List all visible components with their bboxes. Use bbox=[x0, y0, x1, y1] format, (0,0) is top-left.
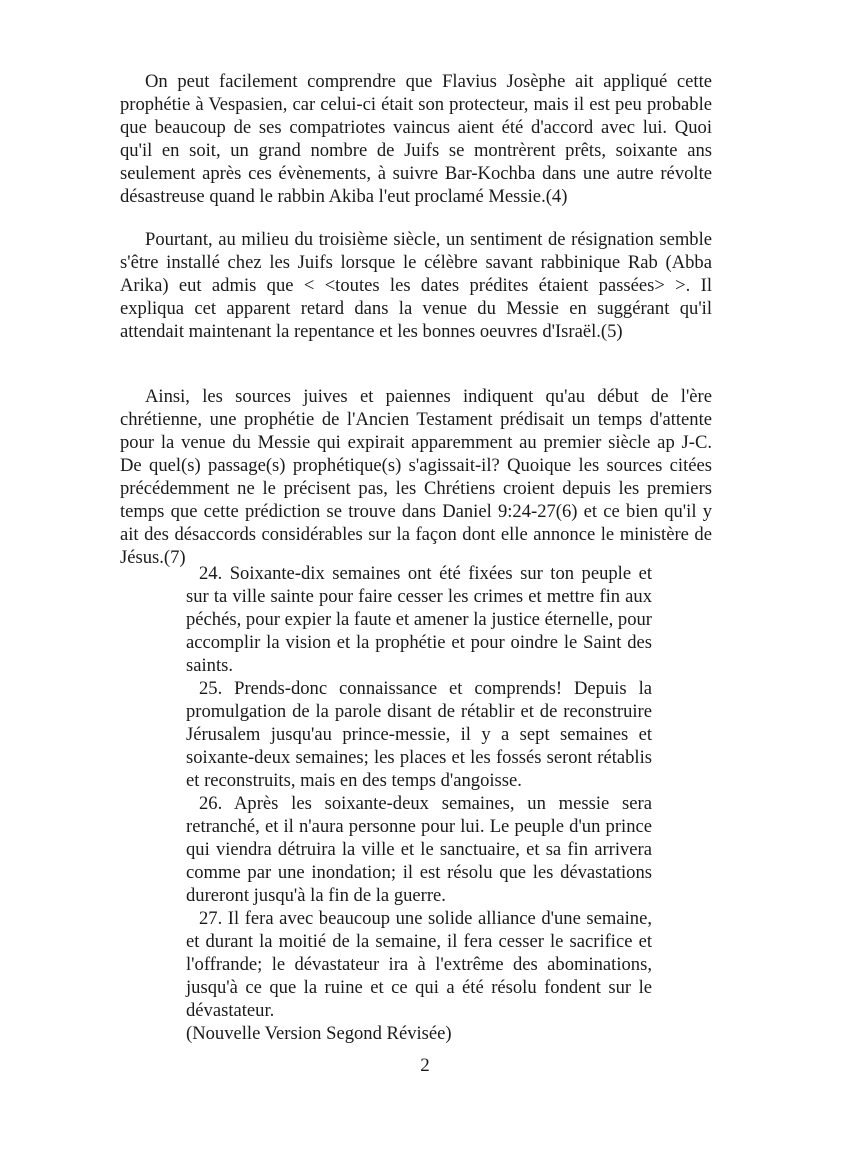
verse-27: 27. Il fera avec beaucoup une solide alliance d'une semaine, et durant la moitié de la semaine, il fera cesser le sacrifice et l'offrande; le dévastateur ira à l'extrême des abominations, jusqu'à ce que la ruine et ce qui a été résolu fondent sur le dévastateur. bbox=[186, 908, 652, 1021]
block-quote-daniel bbox=[186, 562, 652, 1045]
paragraph-josephus: On peut facilement comprendre que Flavius Josèphe ait appliqué cette prophétie à Vespasien, car celui-ci était son protecteur, mais il est peu probable que beaucoup de ses compatriotes vaincus aient été d'accord avec lui. Quoi qu'il en soit, un grand nombre de Juifs se montrèrent prêts, soixante ans seulement après ces évènements, à suivre Bar-Kochba dans une autre révolte désastreuse quand le rabbin Akiba l'eut proclamé Messie.(4) bbox=[120, 71, 712, 207]
quote-source: (Nouvelle Version Segond Révisée) bbox=[186, 1023, 452, 1044]
verse-24: 24. Soixante-dix semaines ont été fixées sur ton peuple et sur ta ville sainte pour faire cesser les crimes et mettre fin aux péchés, pour expier la faute et amener la justice éternelle, pour accomplir la vision et la prophétie et pour oindre le Saint des saints. bbox=[186, 563, 652, 676]
verse-26: 26. Après les soixante-deux semaines, un messie sera retranché, et il n'aura personne pour lui. Le peuple d'un prince qui viendra détruira la ville et le sanctuaire, et sa fin arrivera comme par une inondation; il est résolu que les dévastations dureront jusqu'à la fin de la guerre. bbox=[186, 793, 652, 906]
page-number: 2 bbox=[420, 1055, 430, 1076]
verse-25: 25. Prends-donc connaissance et comprends! Depuis la promulgation de la parole disant de rétablir et de reconstruire Jérusalem jusqu'au prince-messie, il y a sept semaines et soixante-deux semaines; les places et les fossés seront rétablis et reconstruits, mais en des temps d'angoisse. bbox=[186, 678, 652, 791]
paragraph-daniel-prophecy: Ainsi, les sources juives et paiennes indiquent qu'au début de l'ère chrétienne, une prophétie de l'Ancien Testament prédisait un temps d'attente pour la venue du Messie qui expirait apparemment au premier siècle ap J-C. De quel(s) passage(s) prophétique(s) s'agissait-il? Quoique les sources citées précédemment ne le précisent pas, les Chrétiens croient depuis les premiers temps que cette prédiction se trouve dans Daniel 9:24-27(6) et ce bien qu'il y ait des désaccords considérables sur la façon dont elle annonce le ministère de Jésus.(7) bbox=[120, 386, 712, 568]
paragraph-rab-resignation: Pourtant, au milieu du troisième siècle, un sentiment de résignation semble s'être installé chez les Juifs lorsque le célèbre savant rabbinique Rab (Abba Arika) eut admis que < <toutes les dates prédites étaient passées> >. Il expliqua cet apparent retard dans la venue du Messie en suggérant qu'il attendait maintenant la repentance et les bonnes oeuvres d'Israël.(5) bbox=[120, 229, 712, 342]
